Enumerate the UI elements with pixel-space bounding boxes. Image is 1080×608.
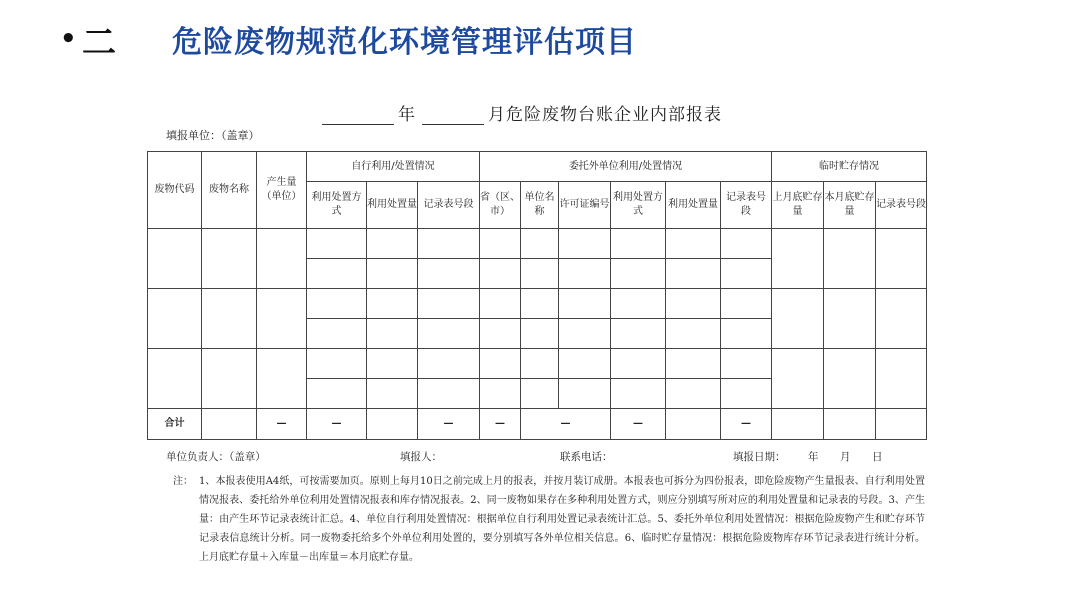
cell-self-method[interactable] (307, 289, 367, 319)
cell-out-license[interactable] (559, 319, 611, 349)
group-header-storage: 临时贮存情况 (772, 152, 927, 182)
cell-out-unit[interactable] (521, 289, 559, 319)
cell-output[interactable] (257, 289, 307, 349)
cell-last-month-storage[interactable] (772, 289, 824, 349)
cell-self-record[interactable] (418, 259, 480, 289)
cell-out-method[interactable] (611, 349, 666, 379)
reporting-unit: 填报单位：（盖章） (166, 129, 260, 142)
cell-name[interactable] (202, 289, 257, 349)
cell-out-method[interactable] (611, 289, 666, 319)
cell-last-month-storage[interactable] (772, 229, 824, 289)
col-header-self-amount: 利用处置量 (367, 182, 418, 229)
col-header-code: 废物代码 (148, 152, 202, 229)
cell-code[interactable] (148, 349, 202, 409)
table-row (148, 229, 927, 259)
cell-self-amount[interactable] (367, 289, 418, 319)
col-header-storage-record: 记录表号段 (876, 182, 927, 229)
responsible-person-label: 单位负责人：（盖章） (166, 451, 266, 463)
cell-out-unit[interactable] (521, 319, 559, 349)
col-header-output: 产生量（单位） (257, 152, 307, 229)
cell-output[interactable] (257, 349, 307, 409)
cell-self-record[interactable] (418, 349, 480, 379)
group-header-outsource: 委托外单位利用/处置情况 (480, 152, 772, 182)
cell-out-method[interactable] (611, 379, 666, 409)
cell-this-month-storage[interactable] (824, 289, 876, 349)
cell-storage-record[interactable] (876, 229, 927, 289)
cell-name[interactable] (202, 229, 257, 289)
cell-self-amount[interactable] (367, 349, 418, 379)
cell-out-record[interactable] (721, 349, 772, 379)
report-title (322, 100, 722, 125)
table-row (148, 289, 927, 319)
total-last-month-storage[interactable] (772, 409, 824, 440)
cell-last-month-storage[interactable] (772, 349, 824, 409)
cell-out-license[interactable] (559, 229, 611, 259)
cell-output[interactable] (257, 229, 307, 289)
cell-storage-record[interactable] (876, 349, 927, 409)
title-rest: 月危险废物台账企业内部报表 (488, 105, 722, 125)
cell-out-license[interactable] (559, 379, 611, 409)
cell-code[interactable] (148, 289, 202, 349)
cell-out-method[interactable] (611, 319, 666, 349)
fill-date-label: 填报日期： (733, 451, 786, 463)
cell-storage-record[interactable] (876, 289, 927, 349)
cell-out-province[interactable] (480, 379, 521, 409)
total-out-amount[interactable] (666, 409, 721, 440)
section-title: 危险废物规范化环境管理评估项目 (172, 25, 637, 60)
cell-name[interactable] (202, 349, 257, 409)
cell-self-method[interactable] (307, 349, 367, 379)
slide-heading (60, 14, 637, 64)
cell-self-record[interactable] (418, 289, 480, 319)
cell-out-province[interactable] (480, 259, 521, 289)
cell-out-record[interactable] (721, 289, 772, 319)
cell-self-method[interactable] (307, 319, 367, 349)
cell-out-amount[interactable] (666, 379, 721, 409)
total-label: 合计 (148, 409, 202, 440)
cell-out-record[interactable] (721, 229, 772, 259)
group-header-self: 自行利用/处置情况 (307, 152, 480, 182)
date-month: 月 (840, 451, 851, 463)
col-header-this-month-storage: 本月底贮存量 (824, 182, 876, 229)
col-header-out-license: 许可证编号 (559, 182, 611, 229)
table-row (148, 349, 927, 379)
notes-block (173, 472, 925, 567)
total-dash: — (721, 409, 772, 440)
cell-self-method[interactable] (307, 379, 367, 409)
cell-self-method[interactable] (307, 259, 367, 289)
col-header-self-method: 利用处置方 式 (307, 182, 367, 229)
cell-out-method[interactable] (611, 259, 666, 289)
cell-out-unit[interactable] (521, 229, 559, 259)
cell-out-unit[interactable] (521, 379, 559, 409)
cell-self-amount[interactable] (367, 229, 418, 259)
total-name (202, 409, 257, 440)
cell-out-license[interactable] (559, 259, 611, 289)
cell-out-method[interactable] (611, 229, 666, 259)
cell-out-license[interactable] (559, 289, 611, 319)
header-row-1 (148, 152, 927, 182)
cell-self-record[interactable] (418, 319, 480, 349)
cell-out-record[interactable] (721, 379, 772, 409)
year-blank (322, 107, 394, 125)
col-header-out-record: 记录表号 段 (721, 182, 772, 229)
cell-code[interactable] (148, 229, 202, 289)
cell-out-unit[interactable] (521, 259, 559, 289)
cell-this-month-storage[interactable] (824, 229, 876, 289)
cell-out-province[interactable] (480, 289, 521, 319)
col-header-out-province: 省（区、市） (480, 182, 521, 229)
col-header-name: 废物名称 (202, 152, 257, 229)
cell-self-record[interactable] (418, 379, 480, 409)
report-table-wrapper (147, 151, 926, 439)
cell-out-unit[interactable] (521, 349, 559, 379)
total-row (148, 409, 927, 440)
date-year: 年 (808, 451, 819, 463)
col-header-self-record: 记录表号段 (418, 182, 480, 229)
cell-self-amount[interactable] (367, 319, 418, 349)
cell-self-amount[interactable] (367, 259, 418, 289)
phone-label: 联系电话： (560, 451, 613, 463)
cell-out-license[interactable] (559, 349, 611, 379)
month-blank (422, 107, 484, 125)
total-dash: — (307, 409, 367, 440)
col-header-out-method: 利用处置方 式 (611, 182, 666, 229)
title-year-suffix: 年 (398, 105, 416, 125)
total-dash: — (418, 409, 480, 440)
notes-label: 注： (173, 476, 193, 487)
col-header-last-month-storage: 上月底贮存量 (772, 182, 824, 229)
total-dash: — (480, 409, 521, 440)
total-self-amount[interactable] (367, 409, 418, 440)
notes-text: 1、本报表使用A4纸，可按需要加页。原则上每月10日之前完成上月的报表，并按月装订成册。本报表也可拆分为四份报表，即危险废物产生量报表、自行利用处置情况报表、委托给外单位利用处置情况报表和库存情况报表。2、同一废物如果存在多种利用处置方式，则应分别填写所对应的利用处置量和记录表的号段。3、产生量：由产生环节记录表统计汇总。4、单位自行利用处置情况：根据单位自行利用处置记录表统计汇总。5、委托外单位利用处置情况：根据危险废物产生和贮存环节记录表信息统计分析。同一废物委托给多个外单位利用处置的，要分别填写各外单位相关信息。6、临时贮存量情况：根据危险废物库存环节记录表进行统计分析。上月底贮存量＋入库量－出库量＝本月底贮存量。 (199, 476, 925, 563)
cell-out-record[interactable] (721, 319, 772, 349)
date-day: 日 (872, 451, 883, 463)
total-dash: — (521, 409, 611, 440)
cell-out-amount[interactable] (666, 289, 721, 319)
total-dash: — (611, 409, 666, 440)
cell-this-month-storage[interactable] (824, 349, 876, 409)
cell-self-record[interactable] (418, 229, 480, 259)
cell-out-amount[interactable] (666, 319, 721, 349)
cell-self-amount[interactable] (367, 379, 418, 409)
total-storage-record (876, 409, 927, 440)
cell-self-method[interactable] (307, 229, 367, 259)
cell-out-amount[interactable] (666, 229, 721, 259)
cell-out-province[interactable] (480, 349, 521, 379)
cell-out-amount[interactable] (666, 259, 721, 289)
total-dash: — (257, 409, 307, 440)
col-header-out-unit: 单位名称 (521, 182, 559, 229)
filler-label: 填报人： (400, 451, 442, 463)
cell-out-province[interactable] (480, 229, 521, 259)
section-number: 二 (82, 22, 116, 63)
cell-out-amount[interactable] (666, 349, 721, 379)
report-table (147, 151, 927, 440)
bullet-icon: • (60, 24, 77, 54)
col-header-out-amount: 利用处置量 (666, 182, 721, 229)
total-this-month-storage[interactable] (824, 409, 876, 440)
cell-out-province[interactable] (480, 319, 521, 349)
cell-out-record[interactable] (721, 259, 772, 289)
